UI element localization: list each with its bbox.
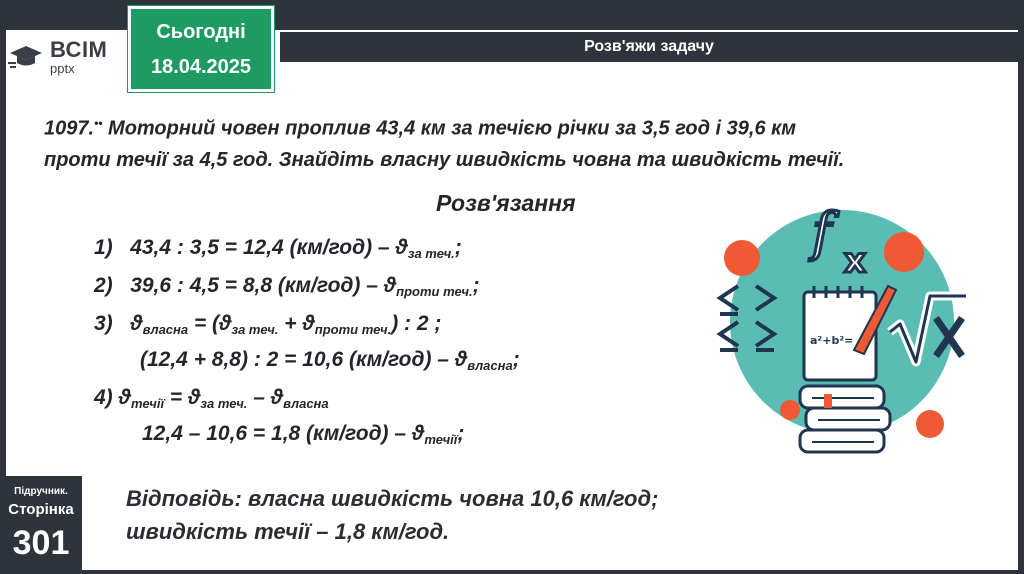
- today-label: Сьогодні: [156, 21, 246, 43]
- textbook-page-box: [0, 476, 82, 574]
- textbook-label: Підручник.: [14, 486, 68, 497]
- step-3: [94, 312, 441, 337]
- date-value: 18.04.2025: [150, 56, 252, 78]
- problem-number: 1097.: [44, 117, 95, 140]
- step-1-end: ;: [454, 236, 462, 259]
- logo-sub: pptx: [50, 61, 75, 76]
- orange-dot-left: [724, 240, 760, 276]
- step-3-line-2: [140, 348, 520, 373]
- vsim-logo: [8, 36, 126, 78]
- step-1: [94, 236, 462, 261]
- page-label: Сторінка: [8, 501, 74, 518]
- step-3-calc-end: ;: [512, 348, 520, 371]
- step-4-sub-b: за теч.: [200, 396, 248, 411]
- page-title: Розв'яжи задачу: [584, 38, 714, 55]
- step-4-line-2: [142, 422, 464, 447]
- step-3-calc: (12,4 + 8,8) : 2 = 10,6 (км/год) – ϑ: [140, 348, 468, 371]
- answer-line-2: швидкість течії – 1,8 км/год.: [126, 519, 450, 544]
- fx-x: x: [844, 241, 866, 281]
- step-4-part-a: ϑ: [118, 386, 131, 409]
- problem-statement: [44, 108, 944, 176]
- formula-text: a²+b²=: [810, 334, 854, 347]
- fx-f: f: [812, 203, 832, 263]
- step-2-text: 39,6 : 4,5 = 8,8 (км/год) – ϑ: [130, 274, 397, 297]
- graduation-cap-icon: [8, 42, 44, 72]
- step-2-sub: проти теч.: [396, 284, 473, 299]
- step-1-sub: за теч.: [407, 246, 455, 261]
- step-4-part-b: = ϑ: [164, 386, 201, 409]
- step-3-number: 3): [94, 312, 113, 335]
- step-2-number: 2): [94, 274, 113, 297]
- orange-dot-bottom: [916, 410, 944, 438]
- orange-dot-top: [884, 232, 924, 272]
- step-4-calc-sub: течії: [424, 432, 458, 447]
- math-illustration: [704, 200, 974, 460]
- step-3-part-d: ) : 2 ;: [391, 312, 442, 335]
- step-3-part-c: + ϑ: [278, 312, 315, 335]
- step-3-sub-b: за теч.: [231, 322, 279, 337]
- step-3-calc-sub: власна: [467, 358, 513, 373]
- orange-dot-small: [780, 400, 800, 420]
- step-4-calc: 12,4 – 10,6 = 1,8 (км/год) – ϑ: [142, 422, 425, 445]
- difficulty-marks: ••: [94, 116, 103, 130]
- solution-title: Розв'язання: [436, 190, 576, 216]
- page-number: 301: [12, 524, 70, 562]
- answer: [126, 482, 826, 548]
- step-4-number: 4): [94, 386, 113, 409]
- header-bar: [280, 32, 1018, 62]
- step-1-number: 1): [94, 236, 113, 259]
- answer-line-1: Відповідь: власна швидкість човна 10,6 км/год;: [126, 486, 659, 511]
- step-4-sub-c: власна: [283, 396, 329, 411]
- step-3-sub-c: проти теч.: [314, 322, 392, 337]
- step-3-part-a: ϑ: [130, 312, 143, 335]
- step-4-calc-end: ;: [457, 422, 465, 445]
- step-3-sub-a: власна: [142, 322, 189, 337]
- step-2-end: ;: [472, 274, 480, 297]
- books-icon: [800, 386, 890, 452]
- step-3-part-b: = (ϑ: [188, 312, 232, 335]
- logo-brand: ВСІМ: [50, 37, 108, 62]
- step-1-text: 43,4 : 3,5 = 12,4 (км/год) – ϑ: [130, 236, 408, 259]
- step-4: [94, 386, 329, 411]
- step-4-part-c: – ϑ: [247, 386, 284, 409]
- problem-line-1: Моторний човен проплив 43,4 км за течією річки за 3,5 год і 39,6 км: [108, 117, 797, 140]
- step-4-sub-a: течії: [130, 396, 165, 411]
- step-2: [94, 274, 480, 299]
- problem-line-2: проти течії за 4,5 год. Знайдіть власну швидкість човна та швидкість течії.: [44, 148, 845, 171]
- date-box: [128, 6, 274, 92]
